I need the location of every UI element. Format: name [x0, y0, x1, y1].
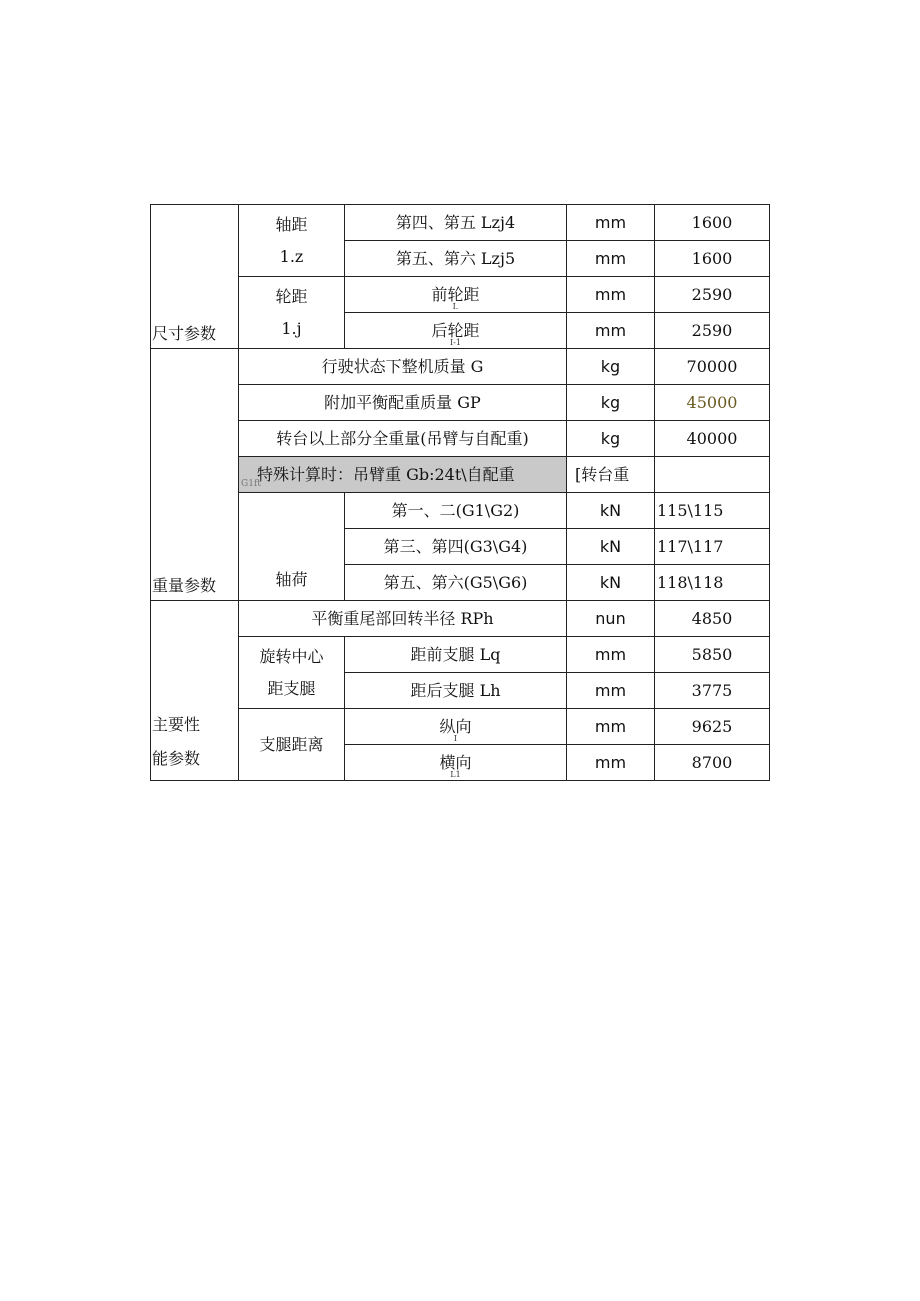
radius-row-name: 平衡重尾部回转半径 RPh — [239, 601, 567, 637]
table-row — [151, 277, 770, 313]
load-row-name: 第三、第四(G3\G4) — [345, 529, 567, 565]
unit-cell: kN — [567, 565, 655, 601]
rot-row-name: 距前支腿 Lq — [345, 637, 567, 673]
track-mark: I. — [452, 302, 459, 311]
special-extra-cell: [转台重 — [567, 457, 655, 493]
unit-cell: mm — [567, 277, 655, 313]
table-row — [151, 421, 770, 457]
unit-cell: mm — [567, 673, 655, 709]
rotation-center-label — [239, 637, 345, 709]
table-row — [151, 385, 770, 421]
track-symbol: 1.j — [281, 318, 302, 338]
empty-cell — [655, 457, 770, 493]
category-performance-line1: 主要性 — [152, 715, 201, 734]
unit-cell: mm — [567, 745, 655, 781]
axle-base-text: 轴距 — [275, 214, 308, 234]
special-calc-subtext: G1ft — [241, 479, 261, 489]
value-cell: 45000 — [655, 385, 770, 421]
category-performance — [151, 601, 239, 781]
outrigger-name-text: 纵向 — [439, 716, 472, 736]
outrigger-name-text: 横向 — [439, 752, 472, 772]
unit-cell: mm — [567, 241, 655, 277]
value-cell: 40000 — [655, 421, 770, 457]
unit-cell: kN — [567, 529, 655, 565]
unit-cell: kg — [567, 349, 655, 385]
table-row — [151, 709, 770, 745]
outrigger-row-name — [345, 709, 567, 745]
track-mark: I-1 — [450, 338, 461, 347]
track-row-name — [345, 277, 567, 313]
weight-row-name: 转台以上部分全重量(吊臂与自配重) — [239, 421, 567, 457]
special-calc-cell — [239, 457, 567, 493]
value-cell: 2590 — [655, 313, 770, 349]
rotation-center-line1: 旋转中心 — [259, 646, 324, 666]
value-cell: 4850 — [655, 601, 770, 637]
unit-cell: mm — [567, 205, 655, 241]
value-cell: 3775 — [655, 673, 770, 709]
value-cell: 115\115 — [655, 493, 770, 529]
track-label — [239, 277, 345, 349]
special-calc-text: 特殊计算时：吊臂重 Gb:24t\自配重 — [257, 464, 515, 484]
axle-row-name: 第五、第六 Lzj5 — [345, 241, 567, 277]
unit-cell: kN — [567, 493, 655, 529]
track-name-text: 前轮距 — [431, 284, 480, 304]
unit-cell: mm — [567, 313, 655, 349]
outrigger-mark: I — [453, 734, 458, 743]
track-row-name — [345, 313, 567, 349]
track-text: 轮距 — [275, 286, 308, 306]
weight-row-name: 附加平衡配重质量 GP — [239, 385, 567, 421]
value-cell: 118\118 — [655, 565, 770, 601]
value-cell: 2590 — [655, 277, 770, 313]
outrigger-row-name — [345, 745, 567, 781]
value-cell: 5850 — [655, 637, 770, 673]
unit-cell: nun — [567, 601, 655, 637]
category-weight: 重量参数 — [151, 349, 239, 601]
unit-cell: mm — [567, 637, 655, 673]
table-row — [151, 205, 770, 241]
value-cell: 1600 — [655, 241, 770, 277]
value-cell: 117\117 — [655, 529, 770, 565]
load-row-name: 第五、第六(G5\G6) — [345, 565, 567, 601]
axle-row-name: 第四、第五 Lzj4 — [345, 205, 567, 241]
axle-base-label — [239, 205, 345, 277]
outrigger-distance-label: 支腿距离 — [239, 709, 345, 781]
value-cell: 9625 — [655, 709, 770, 745]
weight-row-name: 行驶状态下整机质量 G — [239, 349, 567, 385]
table-row — [151, 637, 770, 673]
table-row — [151, 349, 770, 385]
unit-cell: kg — [567, 421, 655, 457]
load-row-name: 第一、二(G1\G2) — [345, 493, 567, 529]
table-row — [151, 493, 770, 529]
spec-table — [150, 204, 770, 781]
track-name-text: 后轮距 — [431, 320, 480, 340]
value-cell: 1600 — [655, 205, 770, 241]
outrigger-mark: L1 — [450, 770, 461, 779]
category-size: 尺寸参数 — [151, 205, 239, 349]
rot-row-name: 距后支腿 Lh — [345, 673, 567, 709]
axle-load-label: 轴荷 — [239, 493, 345, 601]
table-row — [151, 457, 770, 493]
unit-cell: kg — [567, 385, 655, 421]
table-row — [151, 601, 770, 637]
category-performance-line2: 能参数 — [152, 749, 201, 768]
rotation-center-line2: 距支腿 — [267, 678, 316, 698]
value-cell: 8700 — [655, 745, 770, 781]
axle-base-symbol: 1.z — [279, 246, 304, 266]
unit-cell: mm — [567, 709, 655, 745]
value-cell: 70000 — [655, 349, 770, 385]
